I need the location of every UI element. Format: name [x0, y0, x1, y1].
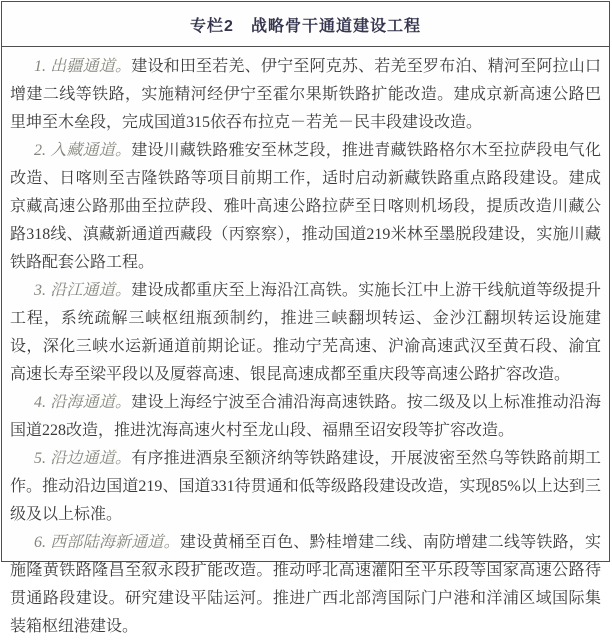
callout-box-header [2, 2, 609, 47]
paragraph-text: 建设黄桶至百色、黔桂增建二线、南防增建二线等铁路，实施隆黄铁路隆昌至叙永段扩能改造。推动呼北高速灌阳至平乐段等国家高速公路待贯通路段建设。研究建设平陆运河。推进广西北部湾国际门户港和洋浦区域国际集装箱枢纽港建设。 [10, 534, 601, 635]
paragraph-lead: 5. 沿边通道。 [34, 450, 132, 467]
paragraph-yangtze-corridor [10, 277, 601, 389]
paragraph-border-corridor [10, 445, 601, 529]
paragraph-coastal-corridor [10, 389, 601, 445]
paragraph-outbound-xinjiang-corridor [10, 53, 601, 137]
paragraph-lead: 2. 入藏通道。 [34, 142, 132, 159]
paragraph-text: 有序推进酒泉至额济纳等铁路建设，开展波密至然乌等铁路前期工作。推动沿边国道219、国道331待贯通和低等级路段建设改造，实现85%以上达到三级及以上标准。 [10, 450, 601, 523]
callout-box-body [2, 47, 609, 641]
paragraph-text: 建设成都重庆至上海沿江高铁。实施长江中上游干线航道等级提升工程，系统疏解三峡枢纽瓶颈制约，推进三峡翻坝转运、金沙江翻坝转运设施建设，深化三峡水运新通道前期论证。推动宁芜高速、沪渝高速武汉至黄石段、渝宜高速长寿至梁平段以及厦蓉高速、银昆高速成都至重庆段等高速公路扩容改造。 [10, 282, 601, 383]
paragraph-text: 建设和田至若羌、伊宁至阿克苏、若羌至罗布泊、精河至阿拉山口增建二线等铁路，实施精河经伊宁至霍尔果斯铁路扩能改造。建成京新高速公路巴里坤至木垒段，完成国道315依吞布拉克－若羌－民丰段建设改造。 [10, 58, 601, 131]
paragraph-lead: 6. 西部陆海新通道。 [34, 534, 180, 551]
paragraph-text: 建设上海经宁波至合浦沿海高速铁路。按二级及以上标准推动沿海国道228改造，推进沈海高速火村至龙山段、福鼎至诏安段等扩容改造。 [10, 394, 601, 439]
paragraph-lead: 3. 沿江通道。 [34, 282, 132, 299]
paragraph-tibet-entry-corridor [10, 137, 601, 277]
paragraph-lead: 1. 出疆通道。 [34, 58, 132, 75]
paragraph-western-land-sea-corridor [10, 529, 601, 641]
paragraph-text: 建设川藏铁路雅安至林芝段，推进青藏铁路格尔木至拉萨段电气化改造、日喀则至吉隆铁路等项目前期工作，适时启动新藏铁路重点路段建设。建成京藏高速公路那曲至拉萨段、雅叶高速公路拉萨至日喀则机场段，提质改造川藏公路318线、滇藏新通道西藏段（丙察察），推动国道219米林至墨脱段建设，实施川藏铁路配套公路工程。 [10, 142, 601, 271]
callout-box-title: 专栏2 战略骨干通道建设工程 [190, 17, 421, 35]
paragraph-lead: 4. 沿海通道。 [34, 394, 132, 411]
callout-box [1, 1, 610, 635]
